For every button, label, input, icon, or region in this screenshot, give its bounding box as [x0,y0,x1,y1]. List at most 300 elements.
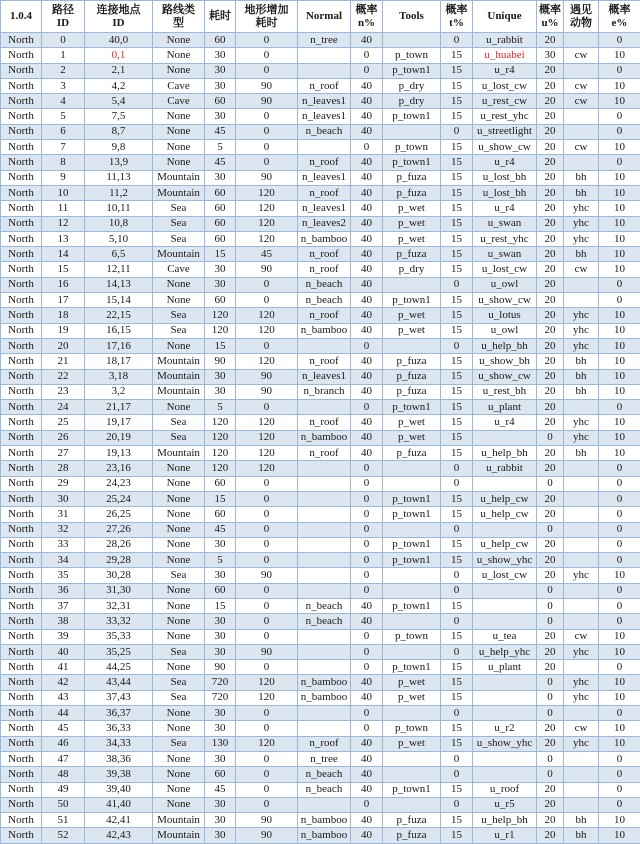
cell-unique-probability: 20 [537,185,564,200]
column-header-encounter-probability [599,1,640,33]
cell-unique: u_r4 [473,415,537,430]
cell-connected-location-id: 11,2 [85,185,153,200]
cell-connected-location-id: 26,25 [85,507,153,522]
cell-route-type: Cave [153,94,205,109]
cell-terrain-extra-time: 0 [236,751,298,766]
cell-version: North [1,247,42,262]
cell-encounter-probability: 10 [599,78,640,93]
cell-connected-location-id: 32,31 [85,598,153,613]
cell-route-type: Mountain [153,813,205,828]
table-row [1,522,640,537]
cell-route-id: 50 [42,797,85,812]
table-body [1,33,640,844]
cell-unique [473,614,537,629]
cell-route-type: None [153,277,205,292]
column-header-line1: 概率 [539,3,561,16]
cell-tools: p_fuza [383,446,441,461]
cell-terrain-extra-time: 0 [236,48,298,63]
table-row [1,446,640,461]
cell-version: North [1,63,42,78]
cell-unique: u_rabbit [473,461,537,476]
cell-route-id: 0 [42,33,85,48]
cell-encounter-animal [564,751,599,766]
column-header-line2: ID [112,16,125,29]
cell-route-id: 12 [42,216,85,231]
cell-tools: p_wet [383,323,441,338]
table-row [1,675,640,690]
column-header-line2: t% [449,16,464,29]
column-header-line1: 耗时 [209,10,231,22]
cell-encounter-probability: 10 [599,690,640,705]
cell-unique [473,430,537,445]
cell-unique: u_rest_bh [473,384,537,399]
cell-unique [473,598,537,613]
cell-tools: p_town1 [383,553,441,568]
table-row [1,369,640,384]
cell-route-type: None [153,629,205,644]
cell-unique: u_help_cw [473,507,537,522]
cell-unique [473,583,537,598]
cell-connected-location-id: 35,33 [85,629,153,644]
cell-encounter-animal: bh [564,384,599,399]
table-row [1,751,640,766]
cell-version: North [1,461,42,476]
cell-connected-location-id: 13,9 [85,155,153,170]
cell-time-cost: 30 [205,369,236,384]
cell-route-id: 38 [42,614,85,629]
cell-time-cost: 60 [205,94,236,109]
cell-time-cost: 120 [205,323,236,338]
cell-tools-probability: 0 [441,522,473,537]
cell-time-cost: 45 [205,782,236,797]
cell-unique-probability: 0 [537,706,564,721]
cell-route-type: None [153,660,205,675]
cell-route-id: 27 [42,446,85,461]
cell-version: North [1,736,42,751]
cell-route-type: None [153,706,205,721]
cell-route-id: 6 [42,124,85,139]
cell-connected-location-id: 22,15 [85,308,153,323]
cell-tools-probability: 15 [441,507,473,522]
cell-version: North [1,507,42,522]
table-row [1,140,640,155]
cell-tools: p_wet [383,736,441,751]
column-header-line1: 概率 [445,3,468,16]
cell-time-cost: 720 [205,675,236,690]
cell-normal: n_roof [298,155,351,170]
cell-route-id: 23 [42,384,85,399]
cell-unique: u_r5 [473,797,537,812]
cell-normal: n_bamboo [298,828,351,843]
cell-version: North [1,216,42,231]
cell-tools-probability: 0 [441,751,473,766]
cell-time-cost: 120 [205,461,236,476]
cell-unique: u_r1 [473,828,537,843]
table-row [1,660,640,675]
cell-unique: u_help_cw [473,537,537,552]
cell-normal-probability: 40 [351,751,383,766]
cell-route-id: 24 [42,400,85,415]
cell-encounter-probability: 10 [599,430,640,445]
cell-unique [473,767,537,782]
column-header-terrain-extra-time [236,1,298,33]
cell-normal-probability: 0 [351,476,383,491]
cell-time-cost: 60 [205,33,236,48]
cell-time-cost: 30 [205,170,236,185]
cell-time-cost: 60 [205,476,236,491]
cell-tools: p_town1 [383,293,441,308]
table-row [1,308,640,323]
cell-tools-probability: 15 [441,690,473,705]
cell-tools: p_wet [383,675,441,690]
cell-route-type: None [153,33,205,48]
table-row [1,94,640,109]
cell-version: North [1,109,42,124]
cell-encounter-animal [564,109,599,124]
cell-terrain-extra-time: 0 [236,124,298,139]
cell-route-type: None [153,124,205,139]
cell-version: North [1,384,42,399]
cell-route-id: 18 [42,308,85,323]
cell-normal-probability: 40 [351,262,383,277]
cell-encounter-animal [564,598,599,613]
cell-unique: u_lost_bh [473,185,537,200]
table-row [1,598,640,613]
cell-version: North [1,338,42,353]
cell-encounter-animal: yhc [564,201,599,216]
cell-version: North [1,568,42,583]
cell-encounter-animal: cw [564,78,599,93]
cell-encounter-probability: 10 [599,94,640,109]
cell-terrain-extra-time: 0 [236,583,298,598]
cell-route-id: 22 [42,369,85,384]
cell-terrain-extra-time: 120 [236,736,298,751]
cell-tools [383,583,441,598]
column-header-line1: 概率 [608,3,631,16]
cell-encounter-animal: cw [564,48,599,63]
cell-route-id: 48 [42,767,85,782]
cell-encounter-probability: 10 [599,384,640,399]
cell-route-type: None [153,721,205,736]
cell-normal [298,140,351,155]
cell-terrain-extra-time: 120 [236,415,298,430]
cell-normal-probability: 40 [351,78,383,93]
cell-tools-probability: 15 [441,170,473,185]
column-header-line1: 概率 [355,3,378,16]
cell-normal [298,507,351,522]
cell-tools: p_fuza [383,384,441,399]
table-row [1,797,640,812]
cell-connected-location-id: 18,17 [85,354,153,369]
column-header-encounter-animal [564,1,599,33]
table-row [1,262,640,277]
cell-terrain-extra-time: 0 [236,400,298,415]
cell-version: North [1,308,42,323]
cell-unique-probability: 20 [537,491,564,506]
cell-normal: n_roof [298,78,351,93]
cell-normal: n_roof [298,262,351,277]
cell-connected-location-id: 19,13 [85,446,153,461]
cell-normal: n_bamboo [298,430,351,445]
column-header-route-id [42,1,85,33]
column-header-time-cost [205,1,236,33]
cell-normal [298,553,351,568]
cell-encounter-animal: yhc [564,231,599,246]
cell-encounter-probability: 0 [599,782,640,797]
cell-normal-probability: 40 [351,247,383,262]
cell-tools-probability: 0 [441,767,473,782]
cell-encounter-animal: yhc [564,690,599,705]
cell-unique: u_owl [473,277,537,292]
cell-version: North [1,140,42,155]
cell-connected-location-id: 27,26 [85,522,153,537]
cell-normal-probability: 0 [351,568,383,583]
cell-encounter-probability: 0 [599,583,640,598]
cell-unique-probability: 20 [537,247,564,262]
cell-route-id: 21 [42,354,85,369]
cell-route-id: 40 [42,644,85,659]
cell-normal-probability: 0 [351,461,383,476]
cell-normal-probability: 40 [351,323,383,338]
cell-tools: p_wet [383,308,441,323]
cell-unique: u_rest_yhc [473,109,537,124]
cell-unique-probability: 20 [537,78,564,93]
cell-route-id: 35 [42,568,85,583]
cell-route-id: 33 [42,537,85,552]
cell-tools-probability: 15 [441,384,473,399]
cell-normal-probability: 40 [351,354,383,369]
cell-connected-location-id: 5,4 [85,94,153,109]
cell-tools: p_town [383,721,441,736]
cell-normal-probability: 0 [351,140,383,155]
cell-time-cost: 60 [205,216,236,231]
cell-tools-probability: 15 [441,354,473,369]
cell-time-cost: 30 [205,568,236,583]
cell-connected-location-id: 36,37 [85,706,153,721]
column-header-line1: Unique [487,10,522,22]
table-row [1,721,640,736]
cell-version: North [1,201,42,216]
cell-unique-probability: 20 [537,736,564,751]
cell-route-type: None [153,476,205,491]
cell-unique: u_help_cw [473,491,537,506]
cell-route-id: 5 [42,109,85,124]
cell-version: North [1,629,42,644]
cell-encounter-probability: 10 [599,568,640,583]
cell-route-type: Mountain [153,446,205,461]
column-header-line1: 路线类 [162,3,195,16]
cell-terrain-extra-time: 0 [236,155,298,170]
cell-tools: p_town1 [383,507,441,522]
cell-unique: u_help_bh [473,813,537,828]
cell-unique-probability: 20 [537,140,564,155]
cell-route-type: Mountain [153,170,205,185]
cell-terrain-extra-time: 0 [236,109,298,124]
cell-encounter-probability: 0 [599,33,640,48]
cell-unique [473,690,537,705]
cell-normal [298,461,351,476]
cell-terrain-extra-time: 90 [236,369,298,384]
cell-normal [298,48,351,63]
cell-route-type: Sea [153,430,205,445]
cell-terrain-extra-time: 120 [236,461,298,476]
cell-tools: p_town [383,629,441,644]
cell-route-type: None [153,155,205,170]
cell-encounter-probability: 10 [599,201,640,216]
table-row [1,231,640,246]
cell-time-cost: 30 [205,797,236,812]
cell-normal-probability: 40 [351,430,383,445]
cell-normal-probability: 0 [351,507,383,522]
cell-tools [383,476,441,491]
cell-unique-probability: 0 [537,675,564,690]
cell-terrain-extra-time: 90 [236,262,298,277]
cell-tools-probability: 15 [441,155,473,170]
table-row [1,185,640,200]
column-header-line1: 连接地点 [96,3,141,16]
cell-normal: n_branch [298,384,351,399]
cell-tools: p_town1 [383,109,441,124]
cell-tools-probability: 15 [441,63,473,78]
cell-tools-probability: 0 [441,277,473,292]
cell-tools-probability: 15 [441,400,473,415]
cell-tools-probability: 15 [441,78,473,93]
cell-unique: u_lost_bh [473,170,537,185]
cell-normal: n_leaves1 [298,201,351,216]
cell-connected-location-id: 36,33 [85,721,153,736]
cell-encounter-probability: 0 [599,124,640,139]
cell-normal-probability: 40 [351,813,383,828]
cell-terrain-extra-time: 90 [236,644,298,659]
cell-connected-location-id: 25,24 [85,491,153,506]
column-header-line2: 动物 [570,16,592,29]
cell-terrain-extra-time: 90 [236,78,298,93]
cell-encounter-probability: 0 [599,598,640,613]
cell-normal-probability: 0 [351,491,383,506]
cell-time-cost: 60 [205,293,236,308]
cell-unique-probability: 20 [537,170,564,185]
cell-route-type: None [153,293,205,308]
cell-encounter-probability: 10 [599,170,640,185]
cell-normal: n_bamboo [298,231,351,246]
cell-terrain-extra-time: 120 [236,201,298,216]
cell-normal-probability: 40 [351,109,383,124]
cell-time-cost: 30 [205,706,236,721]
cell-terrain-extra-time: 0 [236,491,298,506]
cell-unique-probability: 20 [537,813,564,828]
cell-encounter-probability: 0 [599,109,640,124]
cell-unique-probability: 20 [537,461,564,476]
table-row [1,568,640,583]
cell-version: North [1,598,42,613]
table-row [1,415,640,430]
cell-unique-probability: 20 [537,63,564,78]
cell-normal-probability: 0 [351,522,383,537]
cell-route-id: 45 [42,721,85,736]
cell-unique-probability: 20 [537,384,564,399]
cell-normal-probability: 40 [351,185,383,200]
cell-unique-probability: 20 [537,124,564,139]
cell-route-type: Sea [153,308,205,323]
cell-terrain-extra-time: 120 [236,323,298,338]
cell-route-id: 49 [42,782,85,797]
cell-route-type: Mountain [153,354,205,369]
cell-terrain-extra-time: 90 [236,94,298,109]
cell-encounter-animal [564,33,599,48]
cell-tools [383,461,441,476]
cell-tools-probability: 0 [441,706,473,721]
cell-route-id: 17 [42,293,85,308]
cell-normal-probability: 40 [351,415,383,430]
cell-encounter-animal: yhc [564,568,599,583]
cell-normal-probability: 40 [351,277,383,292]
cell-connected-location-id: 10,8 [85,216,153,231]
cell-connected-location-id: 10,11 [85,201,153,216]
cell-connected-location-id: 0,1 [85,48,153,63]
cell-normal-probability: 0 [351,660,383,675]
table-row [1,247,640,262]
column-header-line1: 遇见 [570,3,592,16]
cell-terrain-extra-time: 90 [236,568,298,583]
cell-route-type: None [153,782,205,797]
cell-normal: n_roof [298,736,351,751]
cell-normal: n_leaves1 [298,94,351,109]
cell-unique-probability: 20 [537,553,564,568]
cell-normal: n_leaves1 [298,170,351,185]
cell-terrain-extra-time: 0 [236,782,298,797]
cell-normal-probability: 0 [351,553,383,568]
cell-unique-probability: 0 [537,690,564,705]
cell-route-id: 20 [42,338,85,353]
cell-terrain-extra-time: 0 [236,507,298,522]
cell-route-id: 19 [42,323,85,338]
cell-route-type: None [153,461,205,476]
cell-normal: n_beach [298,767,351,782]
column-header-normal [298,1,351,33]
cell-normal: n_roof [298,415,351,430]
column-header-tools [383,1,441,33]
cell-route-type: None [153,140,205,155]
cell-version: North [1,185,42,200]
table-row [1,690,640,705]
cell-route-type: Mountain [153,369,205,384]
cell-normal [298,797,351,812]
cell-route-id: 47 [42,751,85,766]
cell-time-cost: 30 [205,813,236,828]
table-row [1,354,640,369]
table-row [1,170,640,185]
cell-unique-probability: 20 [537,262,564,277]
cell-normal [298,537,351,552]
cell-tools [383,706,441,721]
cell-unique: u_tea [473,629,537,644]
cell-normal: n_beach [298,277,351,292]
cell-route-type: None [153,537,205,552]
cell-unique-probability: 20 [537,338,564,353]
cell-tools [383,124,441,139]
cell-unique-probability: 20 [537,660,564,675]
cell-tools-probability: 15 [441,782,473,797]
cell-terrain-extra-time: 0 [236,537,298,552]
cell-encounter-animal [564,63,599,78]
cell-tools-probability: 15 [441,247,473,262]
cell-normal-probability: 40 [351,782,383,797]
cell-unique: u_swan [473,216,537,231]
cell-tools: p_fuza [383,185,441,200]
cell-normal-probability: 0 [351,706,383,721]
cell-normal: n_leaves1 [298,369,351,384]
cell-terrain-extra-time: 0 [236,293,298,308]
